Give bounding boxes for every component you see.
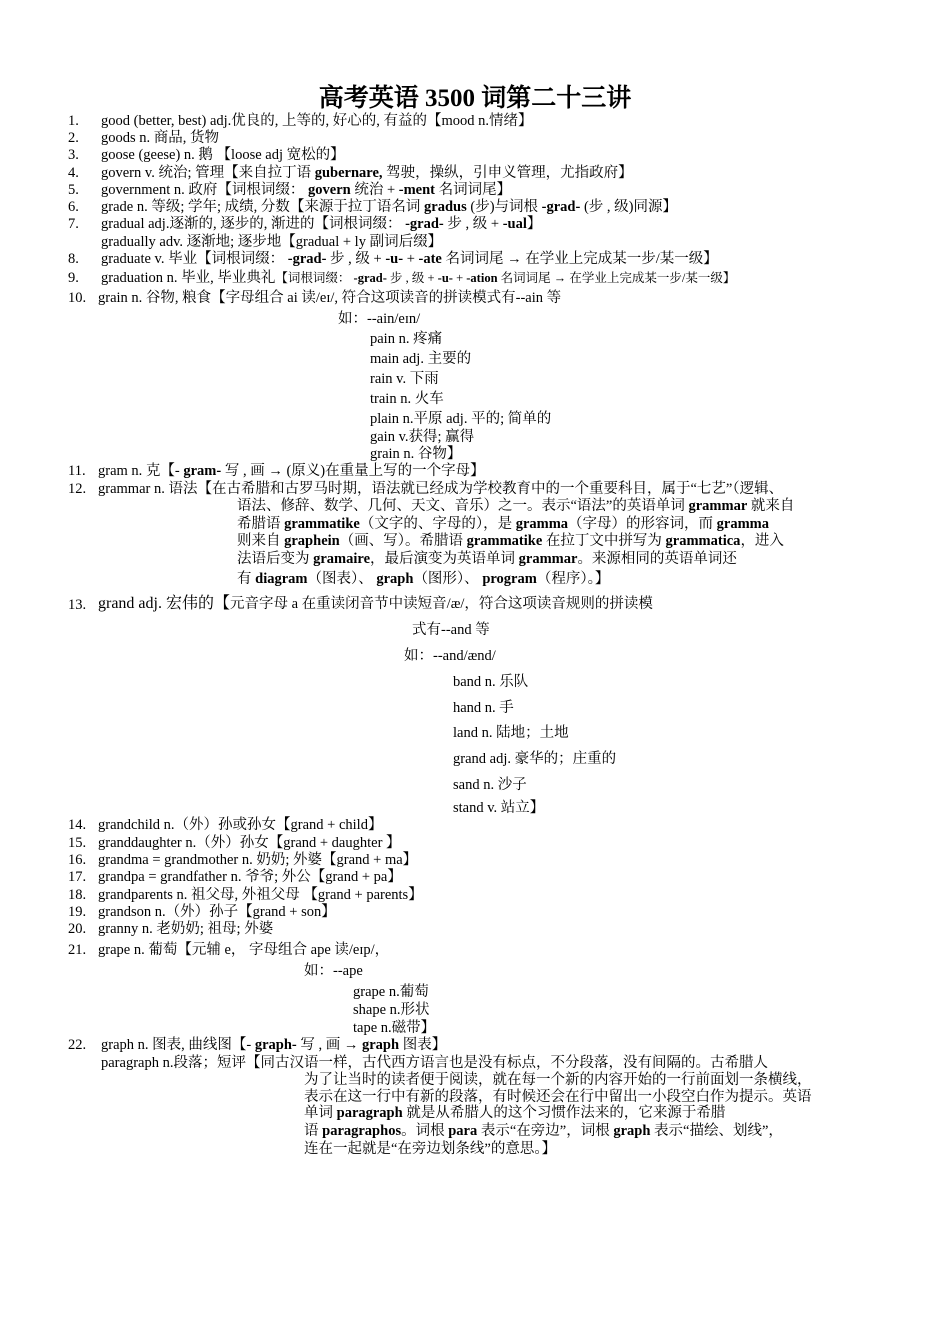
entry-government: government n. 政府【词根词缀： govern 统治 + -ment 名词词尾】 [101, 182, 512, 198]
entry-grammar-line: 法语后变为 gramaire，最后演变为英语单词 grammar。来源相同的英语单词还 [237, 551, 737, 567]
example-word: grape n.葡萄 [353, 984, 429, 1000]
entry-graduation: graduation n. 毕业, 毕业典礼【词根词缀： -grad- 步 , 级 + -u- + -ation 名词词尾 → 在学业上完成某一步/某一级】 [101, 270, 736, 286]
example-word: plain n.平原 adj. 平的; 简单的 [370, 411, 552, 427]
entry-number: 14. [68, 817, 87, 833]
example-word: stand v. 站立】 [453, 800, 545, 816]
entry-goods: goods n. 商品, 货物 [101, 130, 220, 146]
example-word: pain n. 疼痛 [370, 331, 443, 347]
entry-number: 2. [68, 130, 79, 146]
entry-number: 17. [68, 869, 87, 885]
example-label: 如：--ain/eɪn/ [338, 311, 421, 327]
entry-paragraph-line: 语 paragraphos。词根 para 表示“在旁边”，词根 graph 表示“描绘、划线”， [304, 1123, 783, 1139]
entry-number: 19. [68, 904, 87, 920]
entry-grade: grade n. 等级; 学年; 成绩, 分数【来源于拉丁语名词 gradus (步)与词根 -grad- (步 , 级)同源】 [101, 199, 677, 215]
entry-graph: graph n. 图表, 曲线图【- graph- 写 , 画 → graph 图表】 [101, 1037, 447, 1053]
example-word: land n. 陆地；土地 [453, 725, 569, 741]
entry-govern: govern v. 统治; 管理【来自拉丁语 gubernare, 驾驶，操纵，引申义管理，尤指政府】 [101, 165, 633, 181]
entry-number: 20. [68, 921, 87, 937]
example-label: 如：--ape [304, 963, 363, 979]
entry-grandpa: grandpa = grandfather n. 爷爷; 外公【grand + pa】 [98, 869, 402, 885]
example-word: train n. 火车 [370, 391, 444, 407]
entry-granny: granny n. 老奶奶; 祖母; 外婆 [98, 921, 274, 937]
entry-grand: grand adj. 宏伟的【元音字母 a 在重读闭音节中读短音/æ/，符合这项读音规则的拼读模 [98, 595, 653, 612]
example-word: gain v.获得; 赢得 [370, 429, 475, 445]
entry-number: 4. [68, 165, 79, 181]
example-word: grand adj. 豪华的；庄重的 [453, 751, 617, 767]
entry-grandchild: grandchild n.（外）孙或孙女【grand + child】 [98, 817, 383, 833]
example-word: hand n. 手 [453, 700, 514, 716]
entry-number: 21. [68, 942, 87, 958]
entry-number: 12. [68, 481, 87, 497]
entry-gram: gram n. 克【- gram- 写 , 画 → (原义)在重量上写的一个字母】 [98, 463, 485, 479]
entry-graduate: graduate v. 毕业【词根词缀： -grad- 步 , 级 + -u- + -ate 名词词尾 → 在学业上完成某一步/某一级】 [101, 251, 718, 267]
entry-paragraph-line: 为了让当时的读者便于阅读，就在每一个新的内容开始的一行前面划一条横线， [304, 1072, 812, 1088]
entry-grandma: grandma = grandmother n. 奶奶; 外婆【grand + ma】 [98, 852, 418, 868]
entry-good: good (better, best) adj.优良的, 上等的, 好心的, 有益的【mood n.情绪】 [101, 113, 533, 129]
entry-grammar: grammar n. 语法【在古希腊和古罗马时期，语法就已经成为学校教育中的一个重要科目，属于“七艺”（逻辑、 [98, 481, 784, 497]
example-label: 如：--and/ænd/ [404, 648, 496, 664]
entry-number: 9. [68, 270, 79, 286]
entry-grammar-line: 希腊语 grammatike（文字的、字母的），是 gramma（字母）的形容词，而 gramma [237, 516, 770, 532]
entry-number: 3. [68, 147, 79, 163]
page-title: 高考英语 3500 词第二十三讲 [318, 85, 632, 112]
entry-paragraph-line: 单词 paragraph 就是从希腊人的这个习惯作法来的，它来源于希腊 [304, 1105, 726, 1121]
entry-grandson: grandson n.（外）孙子【grand + son】 [98, 904, 336, 920]
example-word: tape n.磁带】 [353, 1020, 436, 1036]
entry-granddaughter: granddaughter n.（外）孙女【grand + daughter 】 [98, 835, 401, 851]
entry-grammar-line: 有 diagram（图表）、 graph（图形）、 program（程序）。】 [237, 571, 610, 587]
entry-grammar-line: 语法、修辞、数学、几何、天文、音乐）之一。表示“语法”的英语单词 grammar 就来自 [237, 498, 795, 514]
entry-gradual: gradual adj.逐渐的, 逐步的, 渐进的【词根词缀： -grad- 步 , 级 + -ual】 [101, 216, 542, 232]
entry-grammar-line: 则来自 graphein（画、写）。希腊语 grammatike 在拉丁文中拼写为 grammatica，进入 [237, 533, 784, 549]
entry-number: 7. [68, 216, 79, 232]
entry-number: 16. [68, 852, 87, 868]
entry-paragraph: paragraph n.段落；短评【同古汉语一样，古代西方语言也是没有标点，不分段落，没有间隔的。古希腊人 [101, 1055, 768, 1071]
entry-number: 6. [68, 199, 79, 215]
example-word: rain v. 下雨 [370, 371, 439, 387]
entry-number: 15. [68, 835, 87, 851]
example-word: shape n.形状 [353, 1002, 430, 1018]
example-word: main adj. 主要的 [370, 351, 472, 367]
entry-number: 1. [68, 113, 79, 129]
entry-number: 13. [68, 597, 87, 613]
entry-number: 22. [68, 1037, 87, 1053]
entry-paragraph-line: 连在一起就是“在旁边划条线”的意思。】 [304, 1141, 557, 1157]
example-word: sand n. 沙子 [453, 777, 527, 793]
entry-gradually: gradually adv. 逐渐地; 逐步地【gradual + ly 副词后缀】 [101, 234, 443, 250]
entry-number: 18. [68, 887, 87, 903]
entry-grain: grain n. 谷物, 粮食【字母组合 ai 读/eɪ/, 符合这项读音的拼读模式有--ain 等 [98, 290, 562, 306]
entry-paragraph-line: 表示在这一行中有新的段落，有时候还会在行中留出一小段空白作为提示。英语 [304, 1089, 812, 1105]
entry-number: 11. [68, 463, 86, 479]
entry-goose: goose (geese) n. 鹅 【loose adj 宽松的】 [101, 147, 345, 163]
example-word: band n. 乐队 [453, 674, 529, 690]
entry-grape: grape n. 葡萄【元辅 e， 字母组合 ape 读/eɪp/， [98, 942, 390, 958]
entry-grandparents: grandparents n. 祖父母, 外祖父母 【grand + parents】 [98, 887, 423, 903]
example-word: grain n. 谷物】 [370, 446, 462, 462]
entry-number: 10. [68, 290, 87, 306]
entry-grand-line: 式有--and 等 [412, 622, 490, 638]
entry-number: 8. [68, 251, 79, 267]
entry-number: 5. [68, 182, 79, 198]
